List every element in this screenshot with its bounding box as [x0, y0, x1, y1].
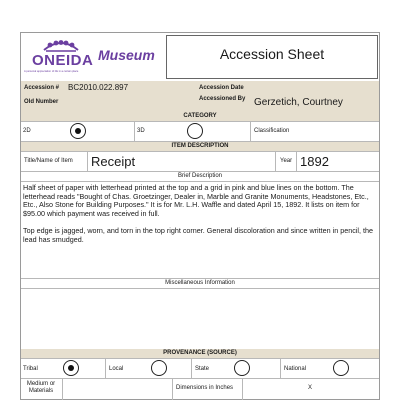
- category-heading: CATEGORY: [21, 112, 379, 121]
- logo: [22, 34, 100, 80]
- provenance-heading: PROVENANCE (SOURCE): [21, 349, 379, 358]
- accession-date-label: Accession Date: [199, 85, 244, 91]
- provenance-local-radio[interactable]: [151, 360, 167, 376]
- old-number-label: Old Number: [24, 99, 59, 105]
- brief-description-label: Brief Description: [177, 173, 222, 179]
- provenance-national-label: National: [284, 366, 307, 372]
- logo-tagline: A personal appreciation of life in a certain place: [24, 70, 79, 73]
- year-field[interactable]: 1892: [300, 154, 329, 169]
- accessioned-by-field[interactable]: Gerzetich, Courtney: [254, 97, 343, 108]
- museum-label: Museum: [98, 47, 155, 63]
- title-name-label: Title/Name of Item: [24, 158, 73, 164]
- category-2d-label: 2D: [23, 128, 31, 134]
- misc-info-label: Miscellaneous Information: [165, 280, 235, 286]
- item-title-field[interactable]: Receipt: [91, 154, 136, 169]
- page-title: Accession Sheet: [219, 46, 325, 62]
- accessioned-by-label: Accessioned By: [199, 96, 246, 102]
- item-description-heading: ITEM DESCRIPTION: [21, 142, 379, 151]
- dimensions-label: Dimensions in Inches: [176, 385, 234, 391]
- provenance-tribal-label: Tribal: [23, 366, 38, 372]
- provenance-state-radio[interactable]: [234, 360, 250, 376]
- year-label: Year: [280, 158, 293, 164]
- provenance-state-label: State: [195, 366, 210, 372]
- brief-description-field[interactable]: [23, 184, 377, 276]
- provenance-local-label: Local: [109, 366, 124, 372]
- accession-date-field[interactable]: [254, 83, 374, 93]
- misc-info-field[interactable]: [21, 289, 379, 348]
- medium-materials-field[interactable]: [63, 379, 172, 400]
- accession-number-label: Accession #: [24, 85, 60, 91]
- classification-label: Classification: [254, 128, 290, 134]
- medium-materials-label: Medium or Materials: [26, 381, 56, 394]
- category-3d-radio[interactable]: [187, 123, 203, 139]
- provenance-national-radio[interactable]: [333, 360, 349, 376]
- brief-description-paragraph: Half sheet of paper with letterhead printed at the top and a grid in pink and blue lines on the bottom. The letterhead reads "Bought of Chas. Groetzinger, Dealer in, Marble and Granite Monuments, Headstones, Etc., Etc., Also Stone for Building Purposes." It is for Mr. L.H. Waffle and dated April 15, 1892. It lists on item for $95.00 which payment was received in full.: [23, 183, 369, 219]
- accession-number-field[interactable]: BC2010.022.897: [68, 83, 129, 92]
- brief-description-paragraph: Top edge is jagged, worn, and torn in the top right corner. General discoloration and since written in pencil, the lead has smudged.: [23, 225, 373, 244]
- logo-text: ONEIDA: [32, 52, 94, 69]
- category-2d-radio[interactable]: [70, 123, 86, 139]
- provenance-tribal-radio[interactable]: [63, 360, 79, 376]
- category-3d-label: 3D: [137, 128, 145, 134]
- dimensions-separator: X: [308, 385, 313, 391]
